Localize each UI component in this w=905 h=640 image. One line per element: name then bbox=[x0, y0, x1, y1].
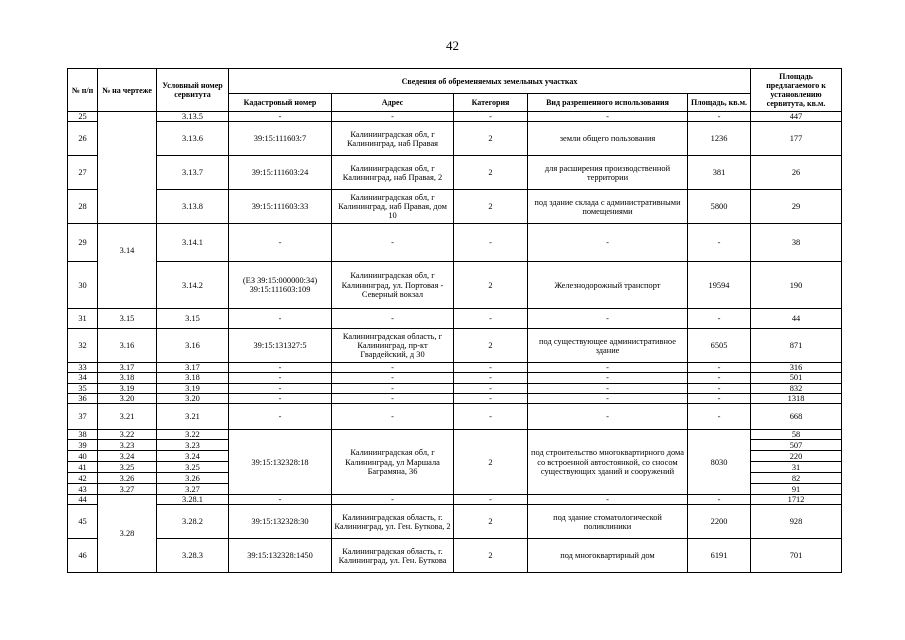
cell-category: 2 bbox=[454, 505, 528, 539]
cell-num: 30 bbox=[68, 262, 98, 309]
cell-plot-area: - bbox=[688, 224, 751, 262]
cell-use: под здание склада с административными помещениями bbox=[528, 190, 688, 224]
cell-servitude-area: 58 bbox=[751, 430, 842, 440]
cell-drawing bbox=[98, 112, 157, 224]
cell-plot-area: - bbox=[688, 383, 751, 393]
cell-address: - bbox=[332, 112, 454, 122]
cell-servitude-area: 832 bbox=[751, 383, 842, 393]
cell-drawing: 3.26 bbox=[98, 473, 157, 484]
cell-address: Калининградская обл, г Калининград, наб Правая, дом 10 bbox=[332, 190, 454, 224]
cell-address: - bbox=[332, 393, 454, 403]
table-row bbox=[68, 363, 842, 373]
cell-plot-area: 381 bbox=[688, 156, 751, 190]
cell-category: 2 bbox=[454, 329, 528, 363]
cell-drawing: 3.25 bbox=[98, 462, 157, 473]
cell-servitude-area: 190 bbox=[751, 262, 842, 309]
cell-servitude-area: 26 bbox=[751, 156, 842, 190]
cell-cadastral: 39:15:132328:30 bbox=[229, 505, 332, 539]
cell-servitude: 3.19 bbox=[157, 383, 229, 393]
cell-num: 36 bbox=[68, 393, 98, 403]
cell-servitude: 3.14.2 bbox=[157, 262, 229, 309]
table-row bbox=[68, 505, 842, 539]
cell-servitude: 3.20 bbox=[157, 393, 229, 403]
header-servitude-area: Площадь предлагаемого к установлению сервитута, кв.м. bbox=[751, 69, 842, 112]
table-row bbox=[68, 393, 842, 403]
cell-servitude-area: 507 bbox=[751, 440, 842, 451]
cell-plot-area: - bbox=[688, 404, 751, 430]
cell-cadastral: - bbox=[229, 224, 332, 262]
cell-servitude-area: 177 bbox=[751, 122, 842, 156]
cell-category: - bbox=[454, 309, 528, 329]
cell-servitude: 3.13.7 bbox=[157, 156, 229, 190]
cell-drawing: 3.15 bbox=[98, 309, 157, 329]
table-row bbox=[68, 156, 842, 190]
cell-plot-area: 2200 bbox=[688, 505, 751, 539]
cell-category: - bbox=[454, 404, 528, 430]
cell-num: 27 bbox=[68, 156, 98, 190]
cell-servitude: 3.26 bbox=[157, 473, 229, 484]
cell-drawing: 3.22 bbox=[98, 430, 157, 440]
table-row bbox=[68, 262, 842, 309]
cell-category: - bbox=[454, 363, 528, 373]
table-row bbox=[68, 373, 842, 383]
header-group: Сведения об обременяемых земельных участках bbox=[229, 69, 751, 94]
cell-servitude-area: 31 bbox=[751, 462, 842, 473]
cell-servitude: 3.23 bbox=[157, 440, 229, 451]
cell-cadastral: 39:15:132328:18 bbox=[229, 430, 332, 495]
cell-cadastral: 39:15:111603:33 bbox=[229, 190, 332, 224]
table-row bbox=[68, 539, 842, 573]
cell-drawing: 3.27 bbox=[98, 484, 157, 495]
cell-plot-area: 5800 bbox=[688, 190, 751, 224]
cell-use: - bbox=[528, 383, 688, 393]
cell-use: - bbox=[528, 404, 688, 430]
header-num: № п/п bbox=[68, 69, 98, 112]
cell-drawing: 3.20 bbox=[98, 393, 157, 403]
cell-cadastral: - bbox=[229, 112, 332, 122]
cell-cadastral: - bbox=[229, 383, 332, 393]
cell-num: 39 bbox=[68, 440, 98, 451]
cell-use: для расширения производственной территории bbox=[528, 156, 688, 190]
cell-servitude-area: 82 bbox=[751, 473, 842, 484]
cell-num: 44 bbox=[68, 495, 98, 505]
cell-use: под существующее административное здание bbox=[528, 329, 688, 363]
cell-drawing: 3.17 bbox=[98, 363, 157, 373]
cell-servitude-area: 447 bbox=[751, 112, 842, 122]
header-category: Категория bbox=[454, 94, 528, 112]
cell-use: под многоквартирный дом bbox=[528, 539, 688, 573]
cell-servitude: 3.22 bbox=[157, 430, 229, 440]
header-cadastral: Кадастровый номер bbox=[229, 94, 332, 112]
cell-drawing: 3.24 bbox=[98, 451, 157, 462]
cell-plot-area: - bbox=[688, 393, 751, 403]
table-row bbox=[68, 122, 842, 156]
cell-servitude-area: 668 bbox=[751, 404, 842, 430]
cell-plot-area: 1236 bbox=[688, 122, 751, 156]
cell-cadastral: 39:15:132328:1450 bbox=[229, 539, 332, 573]
cell-plot-area: - bbox=[688, 309, 751, 329]
cell-category: 2 bbox=[454, 430, 528, 495]
cell-category: 2 bbox=[454, 190, 528, 224]
cell-num: 38 bbox=[68, 430, 98, 440]
cell-category: - bbox=[454, 373, 528, 383]
cell-num: 45 bbox=[68, 505, 98, 539]
cell-address: Калининградская область, г. Калининград, ул. Ген. Буткова bbox=[332, 539, 454, 573]
cell-servitude: 3.13.5 bbox=[157, 112, 229, 122]
cell-address: Калининградская обл, г Калининград, наб Правая, 2 bbox=[332, 156, 454, 190]
cell-plot-area: 6505 bbox=[688, 329, 751, 363]
cell-cadastral: - bbox=[229, 363, 332, 373]
cell-cadastral: - bbox=[229, 309, 332, 329]
cell-use: - bbox=[528, 224, 688, 262]
cell-use: - bbox=[528, 373, 688, 383]
table-row bbox=[68, 329, 842, 363]
cell-servitude-area: 44 bbox=[751, 309, 842, 329]
cell-servitude-area: 220 bbox=[751, 451, 842, 462]
cell-address: - bbox=[332, 309, 454, 329]
cell-plot-area: 19594 bbox=[688, 262, 751, 309]
cell-servitude: 3.28.2 bbox=[157, 505, 229, 539]
cell-servitude: 3.25 bbox=[157, 462, 229, 473]
cell-cadastral: 39:15:111603:24 bbox=[229, 156, 332, 190]
cell-drawing: 3.14 bbox=[98, 224, 157, 309]
table-row bbox=[68, 190, 842, 224]
cell-address: Калининградская обл, г Калининград, ул Маршала Баграмяна, 36 bbox=[332, 430, 454, 495]
table-row bbox=[68, 309, 842, 329]
cell-address: Калининградская обл, г Калининград, ул. Портовая - Северный вокзал bbox=[332, 262, 454, 309]
cell-servitude: 3.21 bbox=[157, 404, 229, 430]
cell-num: 31 bbox=[68, 309, 98, 329]
header-address: Адрес bbox=[332, 94, 454, 112]
cell-plot-area: - bbox=[688, 373, 751, 383]
cell-servitude-area: 501 bbox=[751, 373, 842, 383]
cell-use: - bbox=[528, 309, 688, 329]
cell-servitude-area: 871 bbox=[751, 329, 842, 363]
table-row bbox=[68, 404, 842, 430]
cell-num: 42 bbox=[68, 473, 98, 484]
cell-num: 41 bbox=[68, 462, 98, 473]
cell-num: 40 bbox=[68, 451, 98, 462]
cell-num: 34 bbox=[68, 373, 98, 383]
cell-servitude: 3.15 bbox=[157, 309, 229, 329]
cell-servitude: 3.18 bbox=[157, 373, 229, 383]
cell-servitude: 3.16 bbox=[157, 329, 229, 363]
cell-drawing: 3.21 bbox=[98, 404, 157, 430]
cell-drawing: 3.23 bbox=[98, 440, 157, 451]
table-row bbox=[68, 383, 842, 393]
cell-num: 28 bbox=[68, 190, 98, 224]
cell-address: - bbox=[332, 224, 454, 262]
cell-cadastral: (ЕЗ 39:15:000000:34) 39:15:111603:109 bbox=[229, 262, 332, 309]
cell-plot-area: - bbox=[688, 112, 751, 122]
cell-use: - bbox=[528, 112, 688, 122]
cell-servitude-area: 316 bbox=[751, 363, 842, 373]
cell-use: - bbox=[528, 495, 688, 505]
cell-use: - bbox=[528, 363, 688, 373]
servitude-table bbox=[67, 68, 842, 573]
cell-address: - bbox=[332, 363, 454, 373]
page-number: 42 bbox=[446, 38, 459, 53]
cell-category: 2 bbox=[454, 122, 528, 156]
cell-cadastral: - bbox=[229, 495, 332, 505]
cell-servitude-area: 701 bbox=[751, 539, 842, 573]
cell-address: - bbox=[332, 404, 454, 430]
cell-address: Калининградская обл, г Калининград, наб Правая bbox=[332, 122, 454, 156]
cell-category: 2 bbox=[454, 262, 528, 309]
cell-category: - bbox=[454, 383, 528, 393]
header-plot-area: Площадь, кв.м. bbox=[688, 94, 751, 112]
cell-category: - bbox=[454, 112, 528, 122]
cell-servitude-area: 1318 bbox=[751, 393, 842, 403]
cell-plot-area: 8030 bbox=[688, 430, 751, 495]
cell-servitude-area: 1712 bbox=[751, 495, 842, 505]
cell-num: 25 bbox=[68, 112, 98, 122]
cell-num: 46 bbox=[68, 539, 98, 573]
cell-servitude-area: 91 bbox=[751, 484, 842, 495]
cell-use: под строительство многоквартирного дома со встроенной автостоянкой, со сносом существующих зданий и сооружений bbox=[528, 430, 688, 495]
cell-drawing: 3.16 bbox=[98, 329, 157, 363]
cell-num: 29 bbox=[68, 224, 98, 262]
cell-servitude: 3.27 bbox=[157, 484, 229, 495]
cell-cadastral: 39:15:131327:5 bbox=[229, 329, 332, 363]
cell-servitude: 3.14.1 bbox=[157, 224, 229, 262]
cell-plot-area: - bbox=[688, 495, 751, 505]
header-use: Вид разрешенного использования bbox=[528, 94, 688, 112]
cell-servitude: 3.28.1 bbox=[157, 495, 229, 505]
cell-num: 26 bbox=[68, 122, 98, 156]
table-row bbox=[68, 495, 842, 505]
cell-plot-area: 6191 bbox=[688, 539, 751, 573]
cell-use: - bbox=[528, 393, 688, 403]
cell-drawing: 3.19 bbox=[98, 383, 157, 393]
cell-num: 43 bbox=[68, 484, 98, 495]
table-row bbox=[68, 430, 842, 440]
cell-cadastral: - bbox=[229, 404, 332, 430]
cell-drawing: 3.18 bbox=[98, 373, 157, 383]
cell-category: 2 bbox=[454, 539, 528, 573]
cell-servitude: 3.24 bbox=[157, 451, 229, 462]
table-row bbox=[68, 112, 842, 122]
cell-plot-area: - bbox=[688, 363, 751, 373]
cell-servitude-area: 29 bbox=[751, 190, 842, 224]
cell-address: - bbox=[332, 383, 454, 393]
cell-num: 35 bbox=[68, 383, 98, 393]
cell-servitude: 3.17 bbox=[157, 363, 229, 373]
table-row bbox=[68, 224, 842, 262]
cell-category: - bbox=[454, 495, 528, 505]
header-drawing: № на чертеже bbox=[98, 69, 157, 112]
cell-address: Калининградская область, г Калининград, пр-кт Гвардейский, д 30 bbox=[332, 329, 454, 363]
cell-address: - bbox=[332, 373, 454, 383]
cell-use: земли общего пользования bbox=[528, 122, 688, 156]
cell-num: 33 bbox=[68, 363, 98, 373]
cell-cadastral: 39:15:111603:7 bbox=[229, 122, 332, 156]
cell-category: - bbox=[454, 224, 528, 262]
cell-category: 2 bbox=[454, 156, 528, 190]
cell-address: Калининградская область, г. Калининград, ул. Ген. Буткова, 2 bbox=[332, 505, 454, 539]
cell-drawing: 3.28 bbox=[98, 495, 157, 573]
cell-cadastral: - bbox=[229, 393, 332, 403]
cell-servitude-area: 38 bbox=[751, 224, 842, 262]
cell-num: 37 bbox=[68, 404, 98, 430]
cell-num: 32 bbox=[68, 329, 98, 363]
cell-servitude: 3.28.3 bbox=[157, 539, 229, 573]
header-servitude: Условный номер сервитута bbox=[157, 69, 229, 112]
cell-servitude-area: 928 bbox=[751, 505, 842, 539]
cell-category: - bbox=[454, 393, 528, 403]
cell-address: - bbox=[332, 495, 454, 505]
cell-servitude: 3.13.6 bbox=[157, 122, 229, 156]
cell-use: Железнодорожный транспорт bbox=[528, 262, 688, 309]
cell-servitude: 3.13.8 bbox=[157, 190, 229, 224]
cell-cadastral: - bbox=[229, 373, 332, 383]
cell-use: под здание стоматологической поликлиники bbox=[528, 505, 688, 539]
